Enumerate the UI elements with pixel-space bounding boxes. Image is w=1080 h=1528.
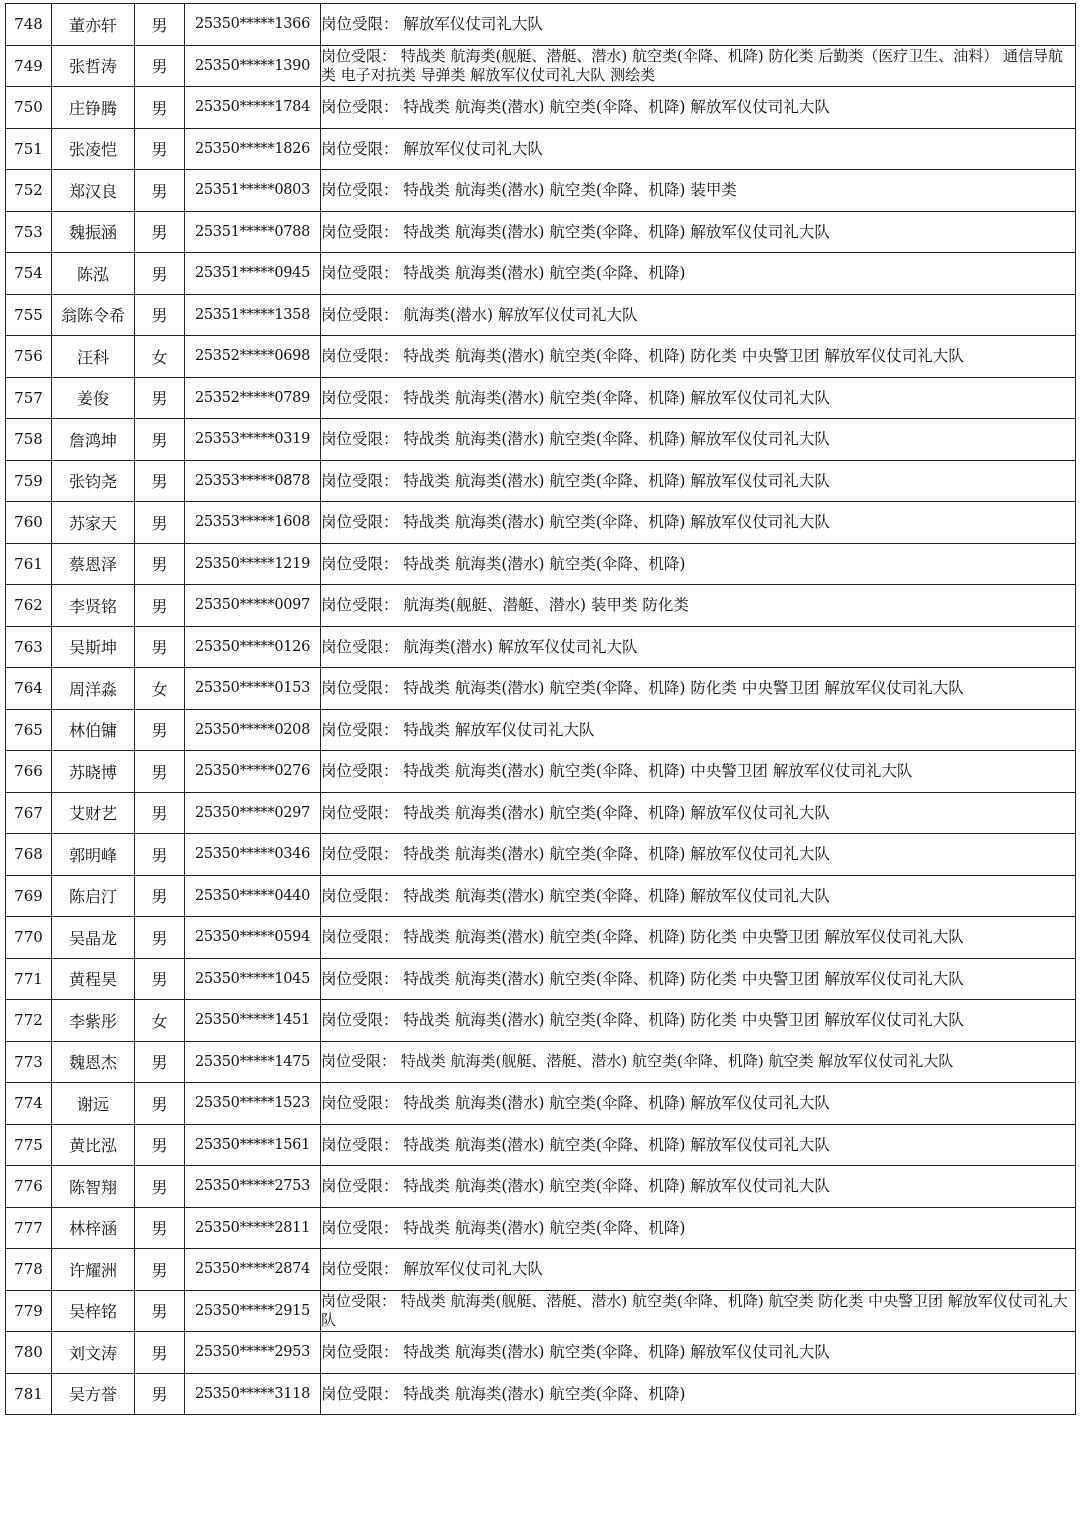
table-row: [6, 1332, 1076, 1374]
name-cell: 李紫彤: [52, 1000, 135, 1042]
name-cell: 汪科: [52, 336, 135, 378]
table-row: [6, 585, 1076, 627]
gender-cell: 男: [135, 875, 185, 917]
row-number-cell: 780: [6, 1332, 52, 1374]
restriction-note-cell: 岗位受限： 特战类 航海类(潜水) 航空类(伞降、机降) 解放军仪仗司礼大队: [321, 502, 1076, 544]
gender-cell: 男: [135, 709, 185, 751]
name-cell: 张哲涛: [52, 45, 135, 87]
name-cell: 吴方誉: [52, 1373, 135, 1415]
row-number-cell: 748: [6, 4, 52, 46]
name-cell: 刘文涛: [52, 1332, 135, 1374]
restriction-note-cell: 岗位受限： 特战类 航海类(潜水) 航空类(伞降、机降): [321, 543, 1076, 585]
row-number-cell: 760: [6, 502, 52, 544]
restriction-note-cell: 岗位受限： 特战类 航海类(潜水) 航空类(伞降、机降) 防化类 中央警卫团 解放军仪仗司礼大队: [321, 917, 1076, 959]
row-number-cell: 777: [6, 1207, 52, 1249]
row-number-cell: 770: [6, 917, 52, 959]
name-cell: 黄程昊: [52, 958, 135, 1000]
name-cell: 林梓涵: [52, 1207, 135, 1249]
row-number-cell: 769: [6, 875, 52, 917]
table-row: [6, 751, 1076, 793]
id-number-cell: 25350*****1523: [185, 1083, 321, 1125]
gender-cell: 男: [135, 1041, 185, 1083]
name-cell: 周洋淼: [52, 668, 135, 710]
gender-cell: 男: [135, 1124, 185, 1166]
table-row: [6, 211, 1076, 253]
restriction-note-cell: 岗位受限： 解放军仪仗司礼大队: [321, 1249, 1076, 1291]
row-number-cell: 767: [6, 792, 52, 834]
name-cell: 林伯镛: [52, 709, 135, 751]
gender-cell: 男: [135, 128, 185, 170]
restriction-note-cell: 岗位受限： 特战类 解放军仪仗司礼大队: [321, 709, 1076, 751]
id-number-cell: 25350*****1826: [185, 128, 321, 170]
name-cell: 李贤铭: [52, 585, 135, 627]
name-cell: 张凌恺: [52, 128, 135, 170]
row-number-cell: 759: [6, 460, 52, 502]
id-number-cell: 25350*****0208: [185, 709, 321, 751]
restriction-note-cell: 岗位受限： 特战类 航海类(舰艇、潜艇、潜水) 航空类(伞降、机降) 航空类 防化类 中央警卫团 解放军仪仗司礼大队: [321, 1290, 1076, 1332]
gender-cell: 男: [135, 1166, 185, 1208]
name-cell: 许耀洲: [52, 1249, 135, 1291]
id-number-cell: 25350*****1390: [185, 45, 321, 87]
id-number-cell: 25350*****0594: [185, 917, 321, 959]
row-number-cell: 774: [6, 1083, 52, 1125]
restriction-note-cell: 岗位受限： 航海类(潜水) 解放军仪仗司礼大队: [321, 626, 1076, 668]
restriction-note-cell: 岗位受限： 特战类 航海类(潜水) 航空类(伞降、机降) 装甲类: [321, 170, 1076, 212]
row-number-cell: 772: [6, 1000, 52, 1042]
table-row: [6, 87, 1076, 129]
table-row: [6, 1041, 1076, 1083]
gender-cell: 男: [135, 751, 185, 793]
gender-cell: 男: [135, 792, 185, 834]
row-number-cell: 771: [6, 958, 52, 1000]
id-number-cell: 25350*****1784: [185, 87, 321, 129]
name-cell: 詹鸿坤: [52, 419, 135, 461]
table-row: [6, 543, 1076, 585]
gender-cell: 男: [135, 917, 185, 959]
row-number-cell: 753: [6, 211, 52, 253]
id-number-cell: 25350*****3118: [185, 1373, 321, 1415]
table-row: [6, 294, 1076, 336]
table-row: [6, 1207, 1076, 1249]
table-row: [6, 1000, 1076, 1042]
restriction-note-cell: 岗位受限： 特战类 航海类(潜水) 航空类(伞降、机降) 解放军仪仗司礼大队: [321, 1332, 1076, 1374]
restriction-note-cell: 岗位受限： 特战类 航海类(潜水) 航空类(伞降、机降) 防化类 中央警卫团 解放军仪仗司礼大队: [321, 668, 1076, 710]
row-number-cell: 773: [6, 1041, 52, 1083]
table-row: [6, 253, 1076, 295]
table-row: [6, 834, 1076, 876]
restriction-note-cell: 岗位受限： 特战类 航海类(潜水) 航空类(伞降、机降) 解放军仪仗司礼大队: [321, 1083, 1076, 1125]
table-row: [6, 4, 1076, 46]
gender-cell: 男: [135, 958, 185, 1000]
gender-cell: 男: [135, 253, 185, 295]
gender-cell: 男: [135, 1083, 185, 1125]
gender-cell: 男: [135, 1207, 185, 1249]
id-number-cell: 25350*****2915: [185, 1290, 321, 1332]
table-row: [6, 1166, 1076, 1208]
id-number-cell: 25350*****0346: [185, 834, 321, 876]
id-number-cell: 25350*****0297: [185, 792, 321, 834]
name-cell: 黄比泓: [52, 1124, 135, 1166]
table-row: [6, 460, 1076, 502]
name-cell: 魏振涵: [52, 211, 135, 253]
gender-cell: 男: [135, 4, 185, 46]
restriction-note-cell: 岗位受限： 特战类 航海类(潜水) 航空类(伞降、机降) 解放军仪仗司礼大队: [321, 792, 1076, 834]
gender-cell: 男: [135, 502, 185, 544]
table-row: [6, 1290, 1076, 1332]
gender-cell: 男: [135, 585, 185, 627]
id-number-cell: 25352*****0698: [185, 336, 321, 378]
table-row: [6, 170, 1076, 212]
gender-cell: 男: [135, 211, 185, 253]
id-number-cell: 25350*****0440: [185, 875, 321, 917]
id-number-cell: 25350*****1451: [185, 1000, 321, 1042]
restriction-note-cell: 岗位受限： 特战类 航海类(潜水) 航空类(伞降、机降) 解放军仪仗司礼大队: [321, 834, 1076, 876]
name-cell: 张钧尧: [52, 460, 135, 502]
id-number-cell: 25350*****0097: [185, 585, 321, 627]
id-number-cell: 25350*****0126: [185, 626, 321, 668]
gender-cell: 男: [135, 1249, 185, 1291]
id-number-cell: 25350*****2753: [185, 1166, 321, 1208]
gender-cell: 男: [135, 460, 185, 502]
name-cell: 翁陈令希: [52, 294, 135, 336]
id-number-cell: 25350*****2874: [185, 1249, 321, 1291]
restriction-note-cell: 岗位受限： 解放军仪仗司礼大队: [321, 128, 1076, 170]
gender-cell: 男: [135, 626, 185, 668]
row-number-cell: 758: [6, 419, 52, 461]
name-cell: 谢远: [52, 1083, 135, 1125]
restriction-note-cell: 岗位受限： 特战类 航海类(潜水) 航空类(伞降、机降) 解放军仪仗司礼大队: [321, 211, 1076, 253]
restriction-note-cell: 岗位受限： 特战类 航海类(潜水) 航空类(伞降、机降) 防化类 中央警卫团 解放军仪仗司礼大队: [321, 336, 1076, 378]
id-number-cell: 25350*****1561: [185, 1124, 321, 1166]
gender-cell: 男: [135, 170, 185, 212]
restriction-note-cell: 岗位受限： 特战类 航海类(潜水) 航空类(伞降、机降) 解放军仪仗司礼大队: [321, 87, 1076, 129]
restriction-note-cell: 岗位受限： 特战类 航海类(舰艇、潜艇、潜水) 航空类(伞降、机降) 航空类 解放军仪仗司礼大队: [321, 1041, 1076, 1083]
name-cell: 吴梓铭: [52, 1290, 135, 1332]
id-number-cell: 25351*****1358: [185, 294, 321, 336]
roster-body: [6, 4, 1076, 1415]
row-number-cell: 775: [6, 1124, 52, 1166]
table-row: [6, 875, 1076, 917]
id-number-cell: 25351*****0945: [185, 253, 321, 295]
gender-cell: 男: [135, 1332, 185, 1374]
gender-cell: 女: [135, 1000, 185, 1042]
id-number-cell: 25350*****1366: [185, 4, 321, 46]
gender-cell: 男: [135, 543, 185, 585]
row-number-cell: 756: [6, 336, 52, 378]
name-cell: 庄铮腾: [52, 87, 135, 129]
row-number-cell: 764: [6, 668, 52, 710]
restriction-note-cell: 岗位受限： 特战类 航海类(潜水) 航空类(伞降、机降) 解放军仪仗司礼大队: [321, 377, 1076, 419]
gender-cell: 男: [135, 834, 185, 876]
gender-cell: 女: [135, 668, 185, 710]
restriction-note-cell: 岗位受限： 特战类 航海类(潜水) 航空类(伞降、机降) 中央警卫团 解放军仪仗司礼大队: [321, 751, 1076, 793]
row-number-cell: 781: [6, 1373, 52, 1415]
name-cell: 郑汉良: [52, 170, 135, 212]
restriction-note-cell: 岗位受限： 特战类 航海类(潜水) 航空类(伞降、机降) 防化类 中央警卫团 解放军仪仗司礼大队: [321, 958, 1076, 1000]
restriction-note-cell: 岗位受限： 特战类 航海类(潜水) 航空类(伞降、机降) 防化类 中央警卫团 解放军仪仗司礼大队: [321, 1000, 1076, 1042]
row-number-cell: 779: [6, 1290, 52, 1332]
name-cell: 陈启汀: [52, 875, 135, 917]
restriction-note-cell: 岗位受限： 特战类 航海类(潜水) 航空类(伞降、机降) 解放军仪仗司礼大队: [321, 1124, 1076, 1166]
id-number-cell: 25351*****0803: [185, 170, 321, 212]
restriction-note-cell: 岗位受限： 特战类 航海类(舰艇、潜艇、潜水) 航空类(伞降、机降) 防化类 后勤类（医疗卫生、油料） 通信导航类 电子对抗类 导弹类 解放军仪仗司礼大队 测绘类: [321, 45, 1076, 87]
row-number-cell: 757: [6, 377, 52, 419]
restriction-note-cell: 岗位受限： 航海类(舰艇、潜艇、潜水) 装甲类 防化类: [321, 585, 1076, 627]
table-row: [6, 668, 1076, 710]
row-number-cell: 768: [6, 834, 52, 876]
gender-cell: 男: [135, 45, 185, 87]
row-number-cell: 750: [6, 87, 52, 129]
row-number-cell: 766: [6, 751, 52, 793]
id-number-cell: 25350*****2953: [185, 1332, 321, 1374]
id-number-cell: 25351*****0788: [185, 211, 321, 253]
row-number-cell: 749: [6, 45, 52, 87]
table-row: [6, 45, 1076, 87]
row-number-cell: 776: [6, 1166, 52, 1208]
row-number-cell: 754: [6, 253, 52, 295]
table-row: [6, 1124, 1076, 1166]
name-cell: 董亦轩: [52, 4, 135, 46]
name-cell: 郭明峰: [52, 834, 135, 876]
id-number-cell: 25350*****2811: [185, 1207, 321, 1249]
restriction-note-cell: 岗位受限： 航海类(潜水) 解放军仪仗司礼大队: [321, 294, 1076, 336]
id-number-cell: 25350*****0276: [185, 751, 321, 793]
gender-cell: 男: [135, 419, 185, 461]
restriction-note-cell: 岗位受限： 特战类 航海类(潜水) 航空类(伞降、机降): [321, 1207, 1076, 1249]
id-number-cell: 25350*****1475: [185, 1041, 321, 1083]
id-number-cell: 25350*****0153: [185, 668, 321, 710]
id-number-cell: 25350*****1219: [185, 543, 321, 585]
restriction-note-cell: 岗位受限： 解放军仪仗司礼大队: [321, 4, 1076, 46]
name-cell: 苏晓博: [52, 751, 135, 793]
gender-cell: 男: [135, 377, 185, 419]
restriction-note-cell: 岗位受限： 特战类 航海类(潜水) 航空类(伞降、机降) 解放军仪仗司礼大队: [321, 1166, 1076, 1208]
table-row: [6, 1083, 1076, 1125]
row-number-cell: 761: [6, 543, 52, 585]
name-cell: 姜俊: [52, 377, 135, 419]
name-cell: 陈智翔: [52, 1166, 135, 1208]
restriction-note-cell: 岗位受限： 特战类 航海类(潜水) 航空类(伞降、机降) 解放军仪仗司礼大队: [321, 419, 1076, 461]
table-row: [6, 709, 1076, 751]
name-cell: 蔡恩泽: [52, 543, 135, 585]
name-cell: 吴斯坤: [52, 626, 135, 668]
row-number-cell: 763: [6, 626, 52, 668]
gender-cell: 男: [135, 1290, 185, 1332]
gender-cell: 男: [135, 294, 185, 336]
table-row: [6, 419, 1076, 461]
restriction-note-cell: 岗位受限： 特战类 航海类(潜水) 航空类(伞降、机降): [321, 1373, 1076, 1415]
table-row: [6, 1249, 1076, 1291]
row-number-cell: 765: [6, 709, 52, 751]
id-number-cell: 25350*****1045: [185, 958, 321, 1000]
id-number-cell: 25353*****0319: [185, 419, 321, 461]
row-number-cell: 751: [6, 128, 52, 170]
id-number-cell: 25353*****1608: [185, 502, 321, 544]
name-cell: 苏家天: [52, 502, 135, 544]
restriction-note-cell: 岗位受限： 特战类 航海类(潜水) 航空类(伞降、机降) 解放军仪仗司礼大队: [321, 460, 1076, 502]
table-row: [6, 502, 1076, 544]
table-row: [6, 917, 1076, 959]
table-row: [6, 1373, 1076, 1415]
gender-cell: 男: [135, 1373, 185, 1415]
restriction-note-cell: 岗位受限： 特战类 航海类(潜水) 航空类(伞降、机降) 解放军仪仗司礼大队: [321, 875, 1076, 917]
name-cell: 陈泓: [52, 253, 135, 295]
gender-cell: 女: [135, 336, 185, 378]
restriction-note-cell: 岗位受限： 特战类 航海类(潜水) 航空类(伞降、机降): [321, 253, 1076, 295]
name-cell: 魏恩杰: [52, 1041, 135, 1083]
row-number-cell: 762: [6, 585, 52, 627]
table-row: [6, 626, 1076, 668]
name-cell: 艾财艺: [52, 792, 135, 834]
row-number-cell: 778: [6, 1249, 52, 1291]
table-row: [6, 792, 1076, 834]
table-row: [6, 958, 1076, 1000]
table-row: [6, 377, 1076, 419]
table-row: [6, 128, 1076, 170]
row-number-cell: 755: [6, 294, 52, 336]
row-number-cell: 752: [6, 170, 52, 212]
roster-table: [5, 3, 1076, 1415]
gender-cell: 男: [135, 87, 185, 129]
table-row: [6, 336, 1076, 378]
id-number-cell: 25352*****0789: [185, 377, 321, 419]
id-number-cell: 25353*****0878: [185, 460, 321, 502]
name-cell: 吴晶龙: [52, 917, 135, 959]
